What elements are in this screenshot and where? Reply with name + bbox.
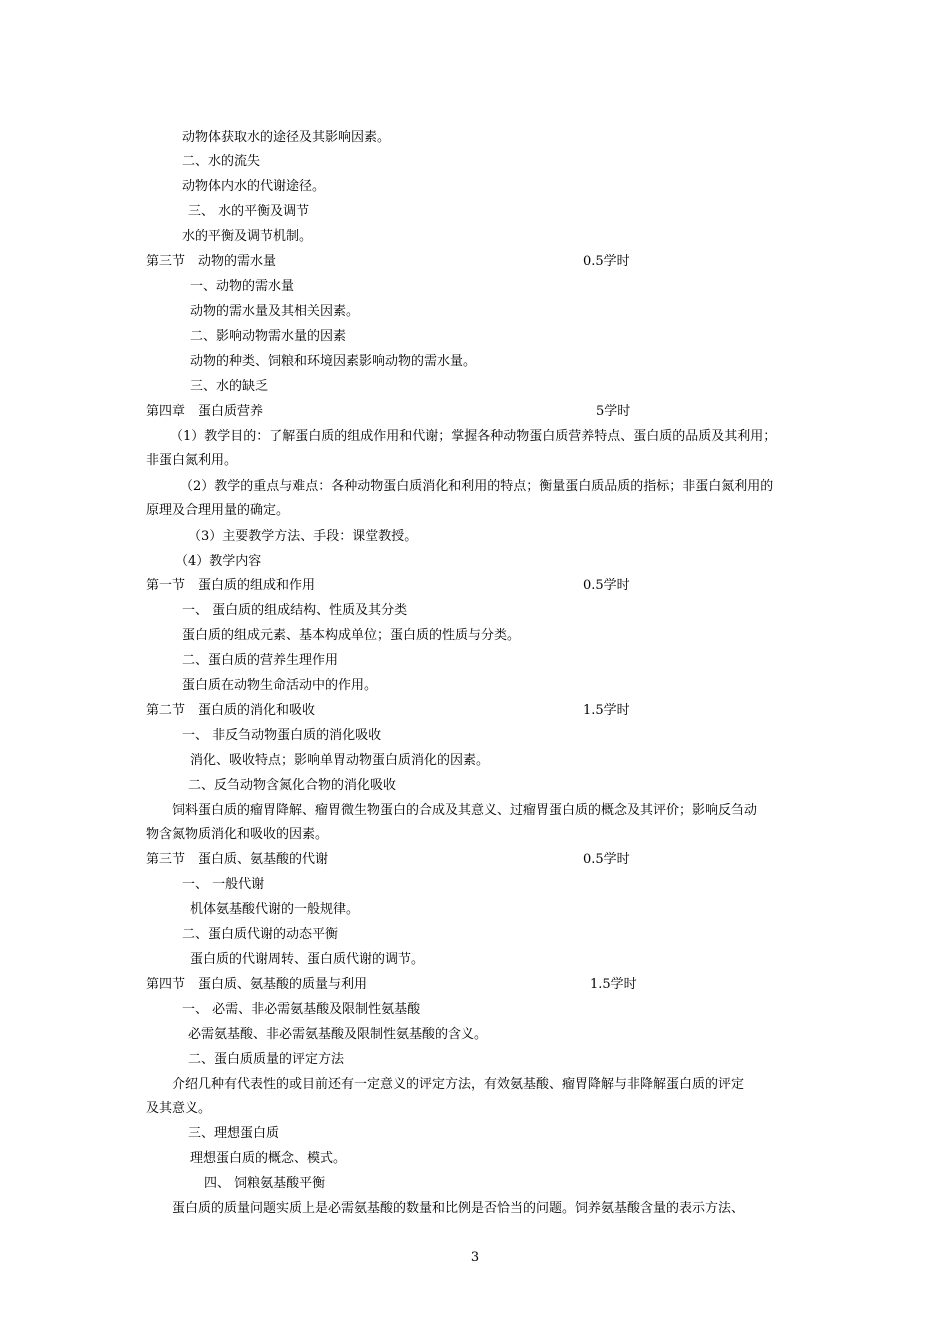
section-hours: 1.5学时 (583, 703, 630, 718)
text-line: 蛋白质的代谢周转、蛋白质代谢的调节。 (190, 952, 425, 967)
text-line: 非蛋白氮利用。 (146, 453, 238, 468)
text-line: 及其意义。 (146, 1101, 212, 1116)
text-line: 一、 一般代谢 (182, 877, 265, 892)
text-line: 三、水的缺乏 (190, 379, 269, 394)
text-line: 蛋白质的质量问题实质上是必需氨基酸的数量和比例是否恰当的问题。饲养氨基酸含量的表示方法、 (172, 1201, 745, 1216)
text-line: 二、影响动物需水量的因素 (190, 329, 347, 344)
section-heading: 第四节 蛋白质、氨基酸的质量与利用 (146, 977, 368, 992)
section-heading: 第二节 蛋白质的消化和吸收 (146, 703, 316, 718)
section-hours: 0.5学时 (583, 578, 630, 593)
text-line: （3）主要教学方法、手段：课堂教授。 (188, 529, 418, 544)
section-hours: 0.5学时 (583, 254, 630, 269)
chapter-hours: 5学时 (596, 404, 631, 419)
section-hours: 0.5学时 (583, 852, 630, 867)
text-line: 动物体获取水的途径及其影响因素。 (182, 130, 391, 145)
text-line: 消化、吸收特点；影响单胃动物蛋白质消化的因素。 (190, 753, 490, 768)
section-hours: 1.5学时 (590, 977, 637, 992)
text-line: 机体氨基酸代谢的一般规律。 (190, 902, 360, 917)
text-line: 物含氮物质消化和吸收的因素。 (146, 827, 329, 842)
text-line: 饲料蛋白质的瘤胃降解、瘤胃微生物蛋白的合成及其意义、过瘤胃蛋白质的概念及其评价；影响反刍动 (172, 803, 758, 818)
text-line: 必需氨基酸、非必需氨基酸及限制性氨基酸的含义。 (188, 1027, 488, 1042)
text-line: 二、蛋白质质量的评定方法 (188, 1052, 345, 1067)
text-line: 一、动物的需水量 (190, 279, 295, 294)
text-line: 一、 必需、非必需氨基酸及限制性氨基酸 (182, 1002, 421, 1017)
chapter-heading: 第四章 蛋白质营养 (146, 404, 264, 419)
text-line: 二、蛋白质代谢的动态平衡 (182, 927, 339, 942)
text-line: 四、 饲粮氨基酸平衡 (204, 1176, 326, 1191)
text-line: （4）教学内容 (175, 554, 262, 569)
text-line: 二、蛋白质的营养生理作用 (182, 653, 339, 668)
text-line: 蛋白质在动物生命活动中的作用。 (182, 678, 378, 693)
text-line: 介绍几种有代表性的或目前还有一定意义的评定方法，有效氨基酸、瘤胃降解与非降解蛋白质的评定 (172, 1077, 745, 1092)
text-line: 动物的需水量及其相关因素。 (190, 304, 360, 319)
section-heading: 第三节 蛋白质、氨基酸的代谢 (146, 852, 329, 867)
text-line: 一、 非反刍动物蛋白质的消化吸收 (182, 728, 382, 743)
section-heading: 第三节 动物的需水量 (146, 254, 277, 269)
text-line: 一、 蛋白质的组成结构、性质及其分类 (182, 603, 408, 618)
text-line: 理想蛋白质的概念、模式。 (190, 1151, 347, 1166)
text-line: 三、理想蛋白质 (188, 1126, 280, 1141)
text-line: 动物的种类、饲粮和环境因素影响动物的需水量。 (190, 354, 477, 369)
text-line: 二、水的流失 (182, 154, 261, 169)
text-line: 三、 水的平衡及调节 (188, 204, 310, 219)
text-line: （2）教学的重点与难点：各种动物蛋白质消化和利用的特点；衡量蛋白质品质的指标；非蛋白氮利用的 (180, 479, 774, 494)
section-heading: 第一节 蛋白质的组成和作用 (146, 578, 316, 593)
text-line: 二、反刍动物含氮化合物的消化吸收 (188, 778, 397, 793)
page-number: 3 (470, 1250, 480, 1265)
text-line: 原理及合理用量的确定。 (146, 503, 290, 518)
text-line: 水的平衡及调节机制。 (182, 229, 313, 244)
text-line: 蛋白质的组成元素、基本构成单位；蛋白质的性质与分类。 (182, 628, 521, 643)
text-line: （1）教学目的：了解蛋白质的组成作用和代谢；掌握各种动物蛋白质营养特点、蛋白质的品质及其利用； (170, 429, 777, 444)
text-line: 动物体内水的代谢途径。 (182, 179, 326, 194)
